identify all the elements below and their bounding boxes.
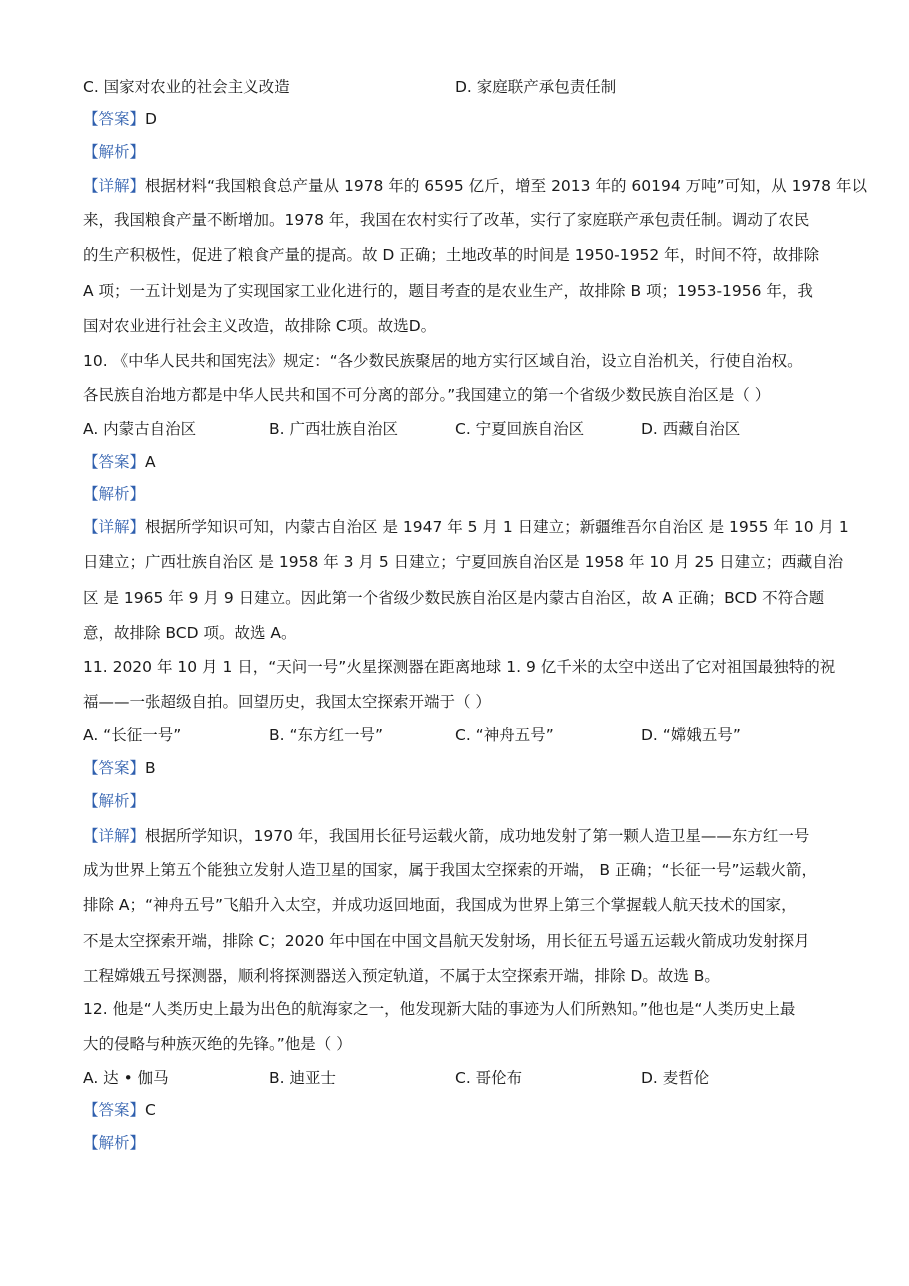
detail-tag: 【详解】: [83, 518, 146, 536]
q11-option-d: D. “嫦娥五号”: [641, 726, 741, 744]
q9-detail-line-3: 的生产积极性，促进了粮食产量的提高。故 D 正确；土地改革的时间是 1950-1952 年，时间不符，故排除: [83, 246, 820, 264]
q11-stem-line-1: 11. 2020 年 10 月 1 日，“天问一号”火星探测器在距离地球 1. 9 亿千米的太空中送出了它对祖国最独特的祝: [83, 658, 836, 676]
q9-detail-text-1: 根据材料“我国粮食总产量从 1978 年的 6595 亿斤，增至 2013 年的 60194 万吨”可知，从 1978 年以: [145, 177, 867, 195]
q12-option-b: B. 迪亚士: [269, 1069, 336, 1087]
answer-tag: 【答案】: [83, 759, 146, 777]
q12-option-d: D. 麦哲伦: [641, 1069, 710, 1087]
q12-stem-line-1: 12. 他是“人类历史上最为出色的航海家之一，他发现新大陆的事迹为人们所熟知。”他也是“人类历史上最: [83, 1000, 796, 1018]
q10-detail-text-1: 根据所学知识可知，内蒙古自治区 是 1947 年 5 月 1 日建立；新疆维吾尔自治区 是 1955 年 10 月 1: [145, 518, 849, 536]
q9-detail-line-1: [83, 176, 867, 196]
q12-option-c: C. 哥伦布: [455, 1069, 523, 1087]
q9-detail-line-4: A 项；一五计划是为了实现国家工业化进行的，题目考查的是农业生产，故排除 B 项；1953-1956 年，我: [83, 282, 813, 300]
q11-detail-line-3: 排除 A；“神舟五号”飞船升入太空，并成功返回地面，我国成为世界上第三个掌握载人航天技术的国家，: [83, 896, 797, 914]
answer-tag: 【答案】: [83, 1101, 146, 1119]
q11-detail-line-2: 成为世界上第五个能独立发射人造卫星的国家，属于我国太空探索的开端， B 正确；“长征一号”运载火箭，: [83, 861, 818, 879]
q9-analysis-tag: 【解析】: [83, 143, 146, 161]
q9-option-d: D. 家庭联产承包责任制: [455, 78, 617, 96]
q10-stem-line-1: 10. 《中华人民共和国宪法》规定：“各少数民族聚居的地方实行区域自治，设立自治机关，行使自治权。: [83, 352, 803, 370]
q12-analysis-tag: 【解析】: [83, 1134, 146, 1152]
q11-stem-line-2: 福——一张超级自拍。回望历史，我国太空探索开端于（ ）: [83, 693, 491, 711]
q11-detail-line-5: 工程嫦娥五号探测器，顺利将探测器送入预定轨道，不属于太空探索开端，排除 D。故选 B。: [83, 967, 720, 985]
q9-answer: D: [145, 110, 157, 128]
q10-option-a: A. 内蒙古自治区: [83, 420, 197, 438]
q9-option-c: C. 国家对农业的社会主义改造: [83, 78, 290, 96]
q9-detail-line-2: 来，我国粮食产量不断增加。1978 年，我国在农村实行了改革，实行了家庭联产承包责任制。调动了农民: [83, 211, 810, 229]
q11-detail-text-1: 根据所学知识，1970 年，我国用长征号运载火箭，成功地发射了第一颗人造卫星——东方红一号: [145, 827, 810, 845]
q11-option-a: A. “长征一号”: [83, 726, 182, 744]
q10-option-b: B. 广西壮族自治区: [269, 420, 398, 438]
detail-tag: 【详解】: [83, 827, 146, 845]
q10-option-c: C. 宁夏回族自治区: [455, 420, 585, 438]
answer-tag: 【答案】: [83, 453, 146, 471]
q9-answer-line: [83, 109, 157, 129]
q10-detail-line-2: 日建立；广西壮族自治区 是 1958 年 3 月 5 日建立；宁夏回族自治区是 1958 年 10 月 25 日建立；西藏自治: [83, 553, 844, 571]
detail-tag: 【详解】: [83, 177, 146, 195]
q11-answer: B: [145, 759, 156, 777]
q10-stem-line-2: 各民族自治地方都是中华人民共和国不可分离的部分。”我国建立的第一个省级少数民族自治区是（ ）: [83, 386, 771, 404]
q10-answer-line: [83, 452, 156, 472]
q10-detail-line-1: [83, 517, 849, 537]
q11-option-b: B. “东方红一号”: [269, 726, 384, 744]
q10-detail-line-4: 意，故排除 BCD 项。故选 A。: [83, 624, 297, 642]
q11-detail-line-4: 不是太空探索开端，排除 C；2020 年中国在中国文昌航天发射场，用长征五号遥五运载火箭成功发射探月: [83, 932, 810, 950]
q11-answer-line: [83, 758, 156, 778]
q12-answer-line: [83, 1100, 156, 1120]
q10-option-d: D. 西藏自治区: [641, 420, 741, 438]
q11-detail-line-1: [83, 826, 809, 846]
q11-option-c: C. “神舟五号”: [455, 726, 554, 744]
q9-detail-line-5: 国对农业进行社会主义改造，故排除 C项。故选D。: [83, 317, 437, 335]
answer-tag: 【答案】: [83, 110, 146, 128]
q10-answer: A: [145, 453, 156, 471]
q11-analysis-tag: 【解析】: [83, 792, 146, 810]
q10-detail-line-3: 区 是 1965 年 9 月 9 日建立。因此第一个省级少数民族自治区是内蒙古自治区，故 A 正确；BCD 不符合题: [83, 589, 825, 607]
q12-answer: C: [145, 1101, 156, 1119]
q12-option-a: A. 达 • 伽马: [83, 1069, 169, 1087]
q12-stem-line-2: 大的侵略与种族灭绝的先锋。”他是（ ）: [83, 1035, 352, 1053]
q10-analysis-tag: 【解析】: [83, 485, 146, 503]
